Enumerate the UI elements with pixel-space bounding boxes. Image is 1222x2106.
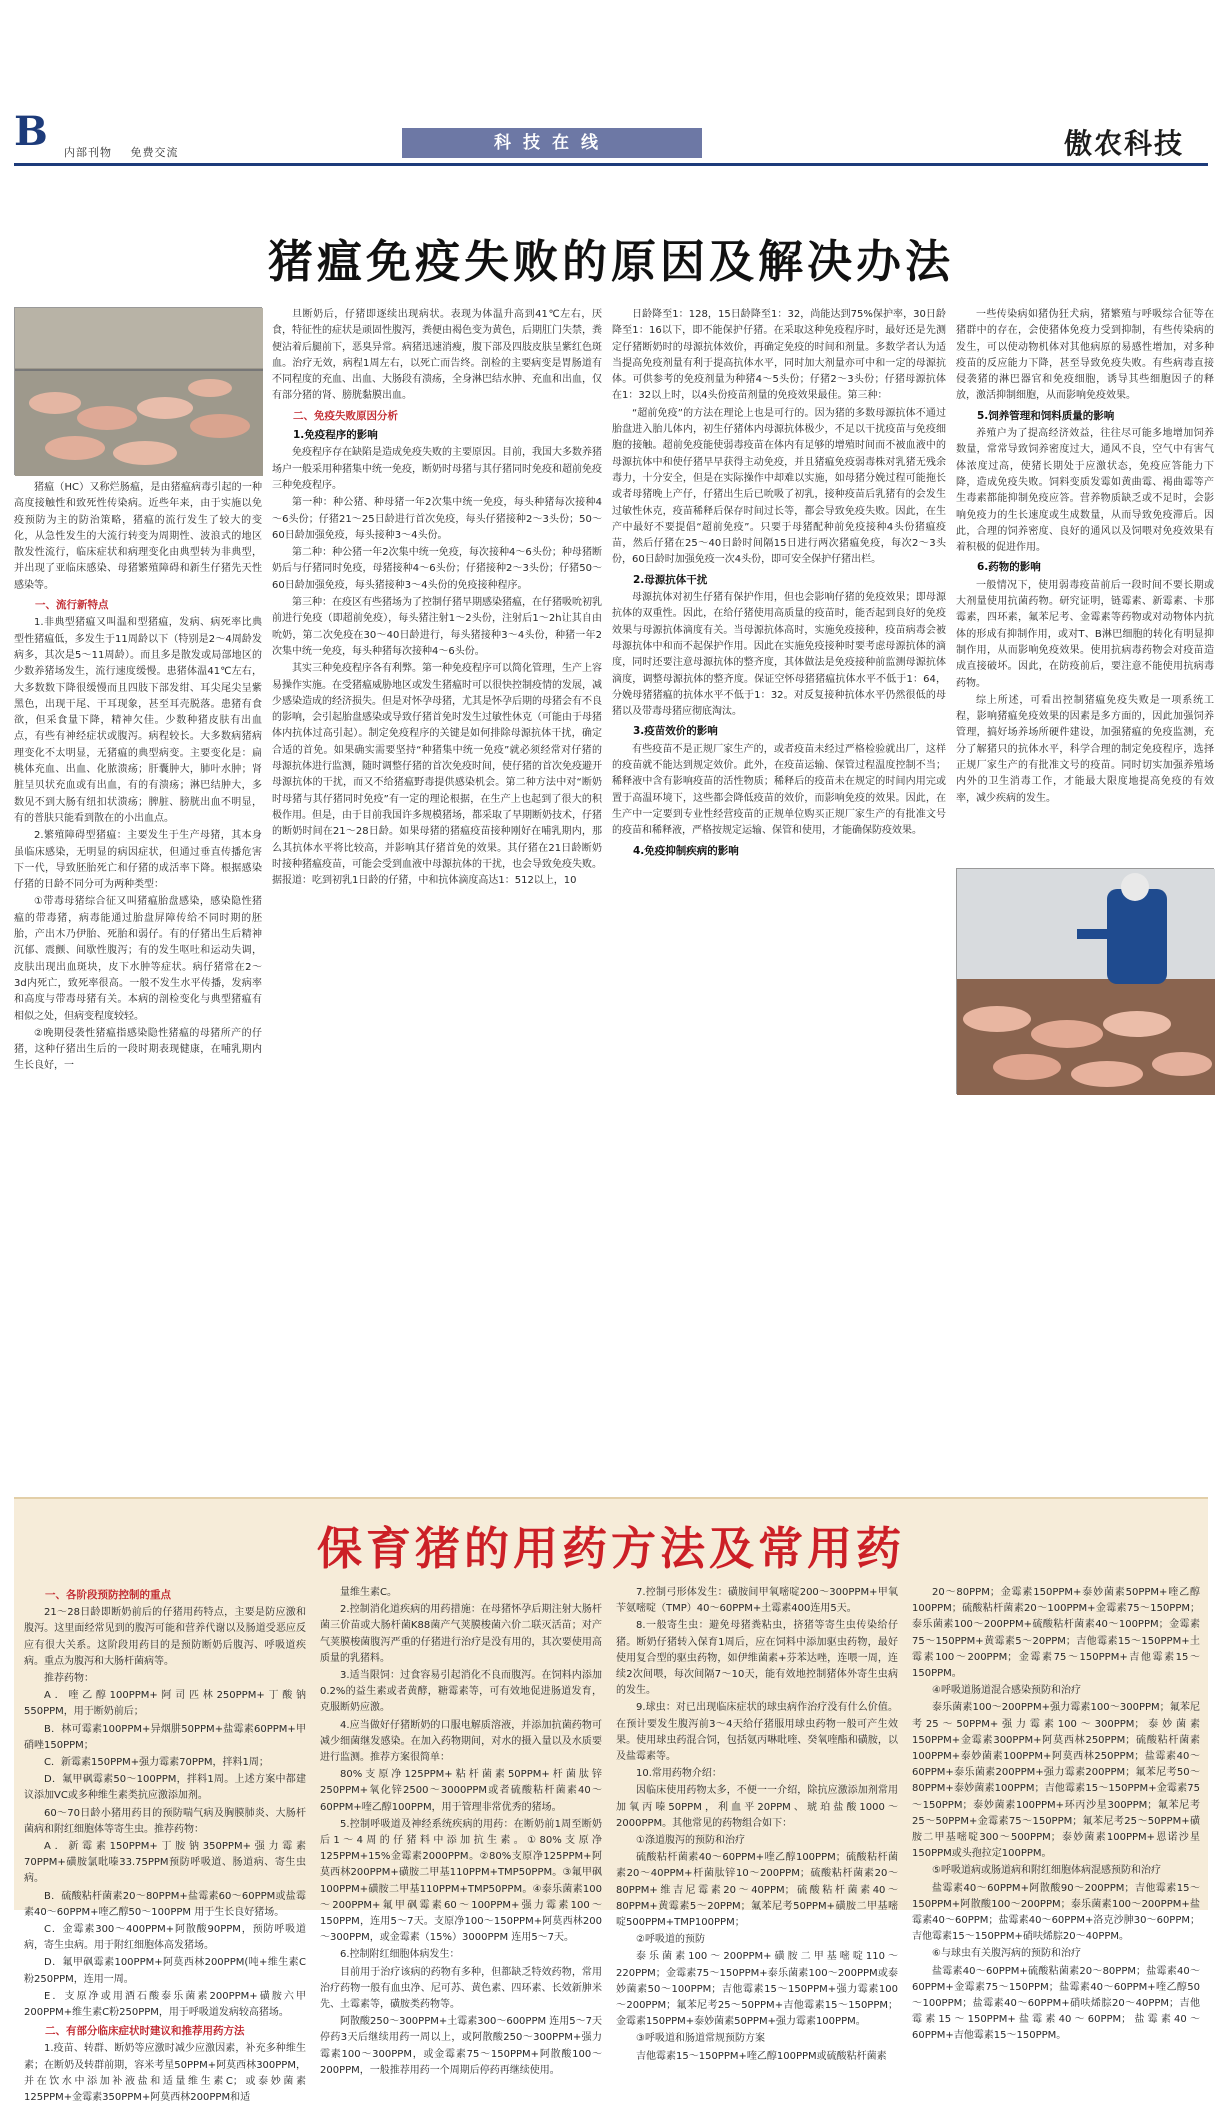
section-heading: 一、各阶段预防控制的重点 <box>45 1589 171 1601</box>
paragraph: 第一种：种公猪、种母猪一年2次集中统一免疫，每头种猪每次接种4～6头份；仔猪21～25日龄进行首次免疫，每头仔猪接种2～3头份；50～60日龄加强免疫，每头接种3～4头份。 <box>272 497 602 541</box>
article2-title: 保育猪的用药方法及常用药 <box>316 1522 905 1575</box>
paragraph: 第二种：种公猪一年2次集中统一免疫，每次接种4～6头份；种母猪断奶后与仔猪同时免疫，母猪接种4～6头份；仔猪接种2～3头份；仔猪50～60日龄加强免疫，每头猪接种3～4头份的免疫接种程序。 <box>272 547 602 591</box>
paragraph: 80%支原净125PPM+粘杆菌素50PPM+杆菌肽锌250PPM+氧化锌2500～3000PPM或者硫酸粘杆菌素40～60PPM+喹乙醇100PPM，用于管理非常优秀的猪场。 <box>320 1769 602 1813</box>
subsection-heading: 3.疫苗效价的影响 <box>633 725 718 738</box>
paragraph: 一般情况下，使用弱毒疫苗前后一段时间不要长期或大剂量使用抗菌药物。研究证明，链霉素、新霉素、卡那霉素，四环素，氟苯尼考、金霉素等药物或对动物体内抗体的形成有抑制作用，或对T、B淋巴细胞的转化有明显抑制作用，从而影响免疫效果。使用抗病毒药物会对疫苗造成直接破坏。因此，在防疫前后，要注意不能使用抗病毒药物。 <box>956 579 1214 689</box>
paragraph: 盐霉素40～60PPM+硫酸粘菌素20～80PPM；盐霉素40～60PPM+金霉素75～150PPM；盐霉素40～60PPM+喹乙醇50～100PPM；盐霉素40～60PPM+硝呋烯腙20～40PPM；吉他霉素15～150PPM+盐霉素40～60PPM；盐霉素40～60PPM+吉他霉素15～150PPM。 <box>912 1965 1200 2042</box>
paragraph: ①涤道腹泻的预防和治疗 <box>636 1835 745 1847</box>
paragraph: 泰乐菌素100～200PPM+强力霉素100～300PPM；氟苯尼考25～50PPM+强力霉素100～300PPM；泰妙菌素150PPM+金霉素300PPM+阿莫西林250PPM；硫酸粘杆菌素100PPM+泰妙菌素100PPM+阿莫西林250PPM；盐霉素40～60PPM+泰乐菌素200PPM+强力霉素200PPM；氟苯尼考50～80PPM+泰妙菌素100PPM；吉他霉素15～150PPM+金霉素75～150PPM；泰妙菌素100PPM+环丙沙星300PPM；氟苯尼考25～50PPM+金霉素75～150PPM；氟苯尼考25～50PPM+磺胺二甲基嘧啶300～500PPM；泰妙菌素100PPM+恩诺沙星150PPM或头孢拉定100PPM。 <box>912 1702 1200 1860</box>
paragraph: “超前免疫”的方法在理论上也是可行的。因为猪的多数母源抗体不通过胎盘进入胎儿体内，初生仔猪体内母源抗体极少，不足以干扰疫苗与免疫细胞的接触。超前免疫能使弱毒疫苗在体内有足够的增殖时间而不被血液中的母源抗体中和使仔猪早早获得主动免疫，并且猪瘟免疫弱毒株对乳猪无残余毒力，十分安全，但是在实际操作中却难以实施，如母猪分娩过程可能拖长或者母猪晚上产仔，仔猪出生后已吮吸了初乳，接种疫苗后乳猪有的会发生过敏性休克，疫苗稀释后保存时间过长等，都会导致免疫失败。因此，在生产中最好不要提倡“超前免疫”。只要于母猪配种前免疫接种4头份猪瘟疫苗，然后仔猪在25～40日龄时间隔15日进行两次猪瘟免疫，每次2～3头份，60日龄时加强免疫一次4头份，即可安全保护仔猪出栏。 <box>612 407 946 566</box>
vaccination-photo <box>956 868 1214 1094</box>
paragraph: ③呼吸道和肠道常规预防方案 <box>636 2033 765 2045</box>
paragraph: 泰乐菌素100～200PPM+磺胺二甲基嘧啶110～220PPM；金霉素75～150PPM+泰乐菌素100～200PPM或泰妙菌素50～100PPM；吉他霉素15～150PPM+强力霉素100～200PPM；氟苯尼考25～50PPM+吉他霉素15～150PPM；金霉素150PPM+泰妙菌素50PPM+强力霉素100PPM。 <box>616 1951 898 2028</box>
subsection-heading: 4.免疫抑制疾病的影响 <box>633 844 739 857</box>
paragraph: 吉他霉素15～150PPM+喹乙醇100PPM或硫酸粘杆菌素 <box>636 2050 887 2062</box>
paragraph: 综上所述，可看出控制猪瘟免疫失败是一项系统工程，影响猪瘟免疫效果的因素是多方面的，因此加强饲养管理，搞好场养场所硬件建设，加强猪瘟的免疫监测，充分了解猪只的抗体水平，科学合理的制定免疫程序，选择正规厂家生产的有批准文号的疫苗。同时切实加强养殖场内外的卫生消毒工作，才能最大限度地提高免疫的有效率，减少疾病的发生。 <box>956 694 1214 804</box>
section-band: 科技在线 <box>402 128 702 158</box>
paragraph: C．新霉素150PPM+强力霉素70PPM，拌料1周； <box>44 1757 269 1769</box>
paragraph: 2.控制消化道疾病的用药措施：在母猪怀孕后期注射大肠杆菌三价苗或大肠杆菌K88菌产气荚膜梭菌六价二联灭活苗；对产气荚膜梭菌腹泻严重的仔猪进行治疗是没有用的，其次要使用高质量的乳猪料。 <box>320 1604 602 1664</box>
header-meta <box>64 144 193 160</box>
paragraph: 目前用于治疗该病的药物有多种，但都缺乏特效药物，常用治疗药物一般有血虫净、尼可苏、黄色素、四环素、长效新胂米先、土霉素等，磺胺类药物等。 <box>320 1966 602 2011</box>
paragraph: 7.控制弓形体发生：磺胺间甲氧嘧啶200～300PPM+甲氧苄氨嘧啶（TMP）40～60PPM+土霉素400连用5天。 <box>616 1587 898 1615</box>
paragraph: 旦断奶后，仔猪即逐续出现病状。表现为体温升高到41℃左右，厌食，特征性的症状是顽固性腹泻，粪便由褐色变为黄色，后期肛门失禁，粪便沾着后腿前下，恶臭异常。病猪迅速消瘦，腹下部及四肢皮肤呈紫红色斑血。治疗无效，病程1周左右，以死亡而告终。剖检的主要病变是胃肠道有不同程度的充血、出血、大肠段有溃疡，全身淋巴结水肿、充血和出血，仅有部分猪的肾、膀胱黏膜出血。 <box>272 309 602 402</box>
section-heading: 一、流行新特点 <box>35 599 109 612</box>
paragraph: 量维生素C。 <box>340 1587 397 1598</box>
paragraph: B．硫酸粘杆菌素20～80PPM+盐霉素60～60PPM或盐霉素40～60PPM+喹乙醇50～100PPM 用于生长良好猪场。 <box>24 1890 306 1918</box>
paragraph: 6.控制附红细胞体病发生： <box>340 1949 460 1961</box>
paragraph: 21～28日龄即断奶前后的仔猪用药特点，主要是防应激和腹泻。这里面经常见到的腹泻可能和营养代谢以及肠道受恶应反应有很大关系。这阶段用药目的是预防断奶后腹泻、呼吸道疾病。重点为腹泻和大肠杆菌病等。 <box>24 1607 306 1667</box>
paragraph: 5.控制呼吸道及神经系统疾病的用药：在断奶前1周至断奶后1～4周的仔猪料中添加抗生素。①80%支原净125PPM+15%金霉素2000PPM。②80%支原净125PPM+阿莫西林200PPM+磺胺二甲基110PPM+TMP50PPM。③氟甲砜100PPM+磺胺二甲基110PPM+TMP50PPM。④泰乐菌素100～200PPM+氟甲砜霉素60～100PPM+强力霉素100～150PPM，连用5～7天。支原净100～150PPM+阿莫西林200～300PPM，或金霉素（15%）3000PPM 连用5～7天。 <box>320 1818 602 1944</box>
header-rule <box>14 163 1208 166</box>
paragraph: 9.球虫：对已出现临床症状的球虫病作治疗没有什么价值。在预计要发生腹泻前3～4天给仔猪服用球虫药物一般可产生效果。使用球虫药混合饲，包括氨丙啉吡喹、癸氧喹酯和磺胺，以及盐霉素等。 <box>616 1702 898 1763</box>
paragraph: A．新霉素150PPM+丁胺钠350PPM+强力霉素70PPM+磺胺氯吡嗪33.75PPM预防呼吸道、肠道病、寄生虫病。 <box>24 1841 306 1885</box>
paragraph: D．氟甲砜霉素50～100PPM，拌料1周。上述方案中都建议添加VC或多种维生素类抗应激添加剂。 <box>24 1774 306 1802</box>
paragraph: 日龄降至1：128，15日龄降至1：32，尚能达到75%保护率，30日龄降至1：16以下，即不能保护仔猪。在采取这种免疫程序时，最好还是先测定仔猪断奶时的母源抗体效价，再确定免疫的时间和剂量。多数学者认为适当提高免疫剂量有利于提高抗体水平，同时加大剂量亦可中和一定的母源抗体。可供参考的免疫剂量为种猪4～5头份；仔猪2～3头份；仔猪母源抗体在1：32以上时，以4头份疫苗剂量的免疫效果最佳。第三种： <box>612 309 946 402</box>
article1-column-3 <box>612 307 946 1477</box>
paragraph: 猪瘟（HC）又称烂肠瘟，是由猪瘟病毒引起的一种高度接触性和致死性传染病。近些年来，由于实施以免疫预防为主的防治策略，猪瘟的流行发生了较大的变化，从急性发生的大流行转变为周期性、波浪式的地区散发性流行，临床症状和病理变化由典型转为非典型，并出现了亚临床感染、母猪繁殖障碍和新生仔猪先天性感染等。 <box>14 482 262 591</box>
paragraph: 盐霉素40～60PPM+阿散酸90～200PPM；吉他霉素15～150PPM+阿散酸100～200PPM；泰乐菌素100～200PPM+盐霉素40～60PPM；盐霉素40～60PPM+洛克沙胂30～60PPM；吉他霉素15～150PPM+硝呋烯腙20～40PPM。 <box>912 1882 1200 1943</box>
subsection-heading: 6.药物的影响 <box>977 561 1041 574</box>
article2-column-4 <box>912 1585 1200 2042</box>
section-heading: 二、有部分临床症状时建议和推荐用药方法 <box>45 2025 245 2038</box>
article2-column-1 <box>24 1585 306 2104</box>
article2-column-2 <box>320 1585 603 2076</box>
paragraph: 因临床使用药物太多，不便一一介绍，除抗应激添加剂常用加氧丙嗪50PPM，利血平20PPM、琥珀盐酸1000～2000PPM。其他常见的药物组合如下： <box>616 1785 898 1829</box>
article1-column-2 <box>272 307 602 1477</box>
pigs-photo-illustration <box>15 308 263 476</box>
paragraph: 母源抗体对初生仔猪有保护作用，但也会影响仔猪的免疫效果；即母源抗体的双重性。因此，在给仔猪使用高质量的疫苗时，能否起到良好的免疫效果与母源抗体滴度有关。当母源抗体高时，实施免疫接种，疫苗病毒会被母源抗体中和而不起保护作用。因此在实施免疫接种时要考虑母源抗体的滴度，同时还要注意母源抗体的整齐度，其体做法是免疫接种前监测母源抗体滴度，调整母源抗体的整齐度。保证空怀母猪猪瘟抗体水平不低于1：64，分娩母猪猪瘟的抗体水平不低于1：32。对反复接种抗体水平仍然很低的母猪以及带毒母猪应彻底淘汰。 <box>612 592 946 718</box>
paragraph: 阿散酸250～300PPM+土霉素300～600PPM 连用5～7天停药3天后继续用药一周以上，或阿散酸250～300PPM+强力霉素100～300PPM，或金霉素75～150PPM+阿散酸100～200PPM，一般推荐用药一个周期后停药再继续使用。 <box>320 2016 603 2076</box>
paragraph: 其实三种免疫程序各有利弊。第一种免疫程序可以简化管理，生产上容易操作实施。在受猪瘟威胁地区或发生猪瘟时可以很快控制疫情的发展，减少感染造成的经济损失。但是对怀孕母猪，尤其是怀孕后期的母猪会有不良的影响，会引起胎盘感染或导致仔猪首免时发生过敏性休克（可能由于母猪体内抗体过高引起）。制定免疫程序的关键是如何排除母源抗体干扰，确定合适的首免。如果确实需要坚持“种猪集中统一免疫”就必须经常对仔猪的母源抗体进行监测，随时调整仔猪的首次免疫时间，使仔猪的首次免疫避开母源抗体的干扰，而又不给猪瘟野毒提供感染机会。第二种方法中对“断奶时母猪与其仔猪同时免疫”有一定的理论根据，在生产上也起到了很大的积极作用。但是，由于目前我国许多规模猪场，都采取了早期断奶技术，仔猪的断奶时间在21～28日龄。如果母猪的猪瘟疫苗接种刚好在哺乳期内，那么其抗体水平将比较高，并影响其仔猪首免的效果。其仔猪在21日龄断奶时接种猪瘟疫苗，可能会受到血液中母源抗体的干扰，也会导致免疫失败。据报道：吃到初乳1日龄的仔猪，中和抗体滴度高达1：512以上，10 <box>272 663 602 887</box>
paragraph: 4.应当做好仔猪断奶的口服电解质溶液，并添加抗菌药物可减少细菌继发感染。在加入药物期间，对水的摄入量以及水质要进行监测。推荐方案很简单： <box>320 1719 602 1764</box>
paragraph: B．林可霉素100PPM+异烟肼50PPM+盐霉素60PPM+甲硝唑150PPM； <box>24 1723 306 1751</box>
section-heading: 二、免疫失败原因分析 <box>293 409 398 422</box>
paragraph: ②呼吸道的预防 <box>636 1934 705 1946</box>
article1-column-4 <box>956 307 1214 862</box>
paragraph: 1.疫苗、转群、断奶等应激时减少应激因素，补充多种维生素；在断奶及转群前期，容米考星50PPM+阿莫西林300PPM，并在饮水中添加补液盐和适量维生素C；或泰妙菌素125PPM+金霉素350PPM+阿莫西林200PPM和适 <box>24 2043 306 2104</box>
paragraph: 2.繁殖障碍型猪瘟：主要发生于生产母猪，其本身虽临床感染，无明显的病因症状，但通过垂直传播危害下一代，导致胚胎死亡和仔猪的成活率下降。根据感染仔猪的日龄不同分可为两种类型： <box>14 830 262 891</box>
paragraph: 有些疫苗不是正规厂家生产的，或者疫苗未经过严格检验就出厂，这样的疫苗就不能达到规定效价。此外，在疫苗运输、保管过程温度控制不当；稀释液中含有影响疫苗的活性物质；稀释后的疫苗未在规定的时间内用完或置于高温环境下，这些都会降低疫苗的效价，而影响免疫的效果。因此，在生产中一定要到专业性经营疫苗的正规单位购买正规厂家生产的有批准文号的疫苗和稀释液，严格按规定运输、保管和使用，才能确保防疫效果。 <box>612 743 946 837</box>
paragraph: D．氟甲砜霉素100PPM+阿莫西林200PPM(吨+维生素C粉250PPM，连用一周。 <box>24 1957 306 1985</box>
paragraph: 免疫程序存在缺陷是造成免疫失败的主要原因。目前，我国大多数养猪场户一般采用种猪集中统一免疫，断奶时母猪与其仔猪同时免疫和超前免疫三种免疫程序。 <box>272 447 602 491</box>
paragraph: 推荐药物： <box>44 1673 94 1685</box>
paragraph: 1.非典型猪瘟又叫温和型猪瘟，发病、病死率比典型性猪瘟低，多发生于11周龄以下（特别是2～4周龄发病多，其次是5～11周龄）。而且多是散发或局部地区的少数养猪场发生，流行速度缓慢。患猪体温41℃左右，大多数数下降很缓慢而且四肢下部发绀、耳尖尾尖呈紫黑色，出现干尾、干耳现象，甚至耳壳脱落。患猪有食欲，但采食量下降，精神欠佳。少数种猪皮肤有出血点，有些有神经症状或腹泻。病程较长。大多数病猪病理变化不太明显，无猪瘟的典型病变。主要变化是：扁桃体充血、出血、化脓溃疡；肝囊肿大，肺叶水肿；肾脏呈贝状充血或有出血，有的有溃疡；淋巴结肿大，多数见不到大肠有纽扣状溃疡；脾脏、膀胱出血不明显，有的普肤只能看到散在的小出血点。 <box>14 617 262 824</box>
paragraph: 20～80PPM；金霉素150PPM+泰妙菌素50PPM+喹乙醇100PPM；硫酸粘杆菌素20～100PPM+金霉素75～150PPM；泰乐菌素100～200PPM+硫酸粘杆菌素40～100PPM；金霉素75～150PPM+黄霉素5～20PPM；吉他霉素15～150PPM+土霉素100～200PPM；金霉素75～150PPM+吉他霉素15～150PPM。 <box>912 1587 1200 1680</box>
paragraph: A．喹乙醇100PPM+阿司匹林250PPM+丁酸钠550PPM，用于断奶前后； <box>24 1690 306 1718</box>
pigs-in-pen-photo <box>14 307 262 475</box>
subsection-heading: 2.母源抗体干扰 <box>633 573 708 586</box>
brand-logo: 傲农科技 <box>1064 127 1185 160</box>
paragraph: 第三种：在疫区有些猪场为了控制仔猪早期感染猪瘟，在仔猪吸吮初乳前进行免疫（即超前免疫），每头猪注射1～2头份，注射后1～2h让其自由吮奶，第二次免疫在30～40日龄进行，每头猪接种3～4头份，种猪一年2次集中统一免疫，每头种猪每次接种4～6头份。 <box>272 597 602 657</box>
paragraph: C．金霉素300～400PPM+阿散酸90PPM，预防呼吸道病，寄生虫病。用于附红细胞体高发猪场。 <box>24 1924 306 1952</box>
paragraph: 一些传染病如猪伪狂犬病，猪繁殖与呼吸综合征等在猪群中的存在，会使猪体免疫力受到抑制，有些传染病的发生，可以使动物机体对其他病原的易感性增加，对多种疫苗的反应能力下降，甚至导致免疫失败。有些病毒直接侵袭猪的淋巴器官和免疫细胞，诱导其些细胞因子的释放，激活抑制细胞，从而影响免疫效果。 <box>956 309 1214 402</box>
paragraph: 3.适当限饲：过食容易引起消化不良而腹泻。在饲料内添加0.2%的益生素或者黄酵，糖霉素等，可有效地促进肠道发育，克服断奶应激。 <box>320 1670 602 1714</box>
meta-free: 免费交流 <box>130 146 179 159</box>
article1-column-1 <box>14 480 262 1475</box>
vaccination-photo-illustration <box>957 869 1215 1095</box>
meta-internal: 内部刊物 <box>64 146 112 159</box>
section-letter: B <box>14 108 48 155</box>
paragraph: 硫酸粘杆菌素40～60PPM+喹乙醇100PPM；硫酸粘杆菌素20～40PPM+杆菌肽锌10～200PPM；硫酸粘杆菌素20～80PPM+维吉尼霉素20～40PPM；硫酸粘杆菌素40～80PPM+黄霉素5～20PPM；氟苯尼考50PPM+磺胺二甲基嘧啶500PPM+TMP100PPM； <box>616 1852 898 1929</box>
paragraph: ⑤呼吸道病或肠道病和附红细胞体病混感预防和治疗 <box>932 1865 1161 1877</box>
paragraph: ①带毒母猪综合征又叫猪瘟胎盘感染，感染隐性猪瘟的带毒猪，病毒能通过胎盘屏障传给不同时期的胚胎，产出木乃伊胎、死胎和弱仔。有的仔猪出生后精神沉郁、震颤、间歇性腹泻；有的发生呕吐和运动失调，皮肤出现出血斑块，皮下水肿等症状。病仔猪常在2～3d内死亡，致死率很高。一般不发生水平传播，发病率和高度与带毒母猪有关。本病的剖检变化与典型猪瘟有相似之处，但病变程度较轻。 <box>14 896 262 1022</box>
paragraph: E．支原净或用酒石酸泰乐菌素200PPM+磺胺六甲200PPM+维生素C粉250PPM，用于呼吸道发病较高猪场。 <box>24 1990 306 2019</box>
paragraph: ④呼吸道肠道混合感染预防和治疗 <box>932 1685 1081 1697</box>
paragraph: 60～70日龄小猪用药目的预防喘气病及胸膜肺炎、大肠杆菌病和附红细胞体等寄生虫。推荐药物： <box>24 1807 306 1835</box>
paragraph: 10.常用药物介绍： <box>636 1768 722 1780</box>
paragraph: ②晚期侵袭性猪瘟指感染隐性猪瘟的母猪所产的仔猪，这种仔猪出生后的一段时期表现健康，在哺乳期内生长良好，一 <box>14 1027 262 1072</box>
paragraph: 养殖户为了提高经济效益，往往尽可能多地增加饲养数量，常常导致饲养密度过大，通风不良，空气中有害气体浓度过高，使猪长期处于应激状态，免疫应答能力下降，造成免疫失败。饲料变质发霉如黄曲霉、褐曲霉等产生毒素都能抑制免疫应答。营养物质缺乏或不足时，会影响免疫力的生长速度或生成数量，从而导致免疫滞后。因此，合理的饲养密度、良好的通风以及饲喂对免疫效果有着积极的促进作用。 <box>956 428 1214 554</box>
subsection-heading: 1.免疫程序的影响 <box>293 429 378 442</box>
article1-title: 猪瘟免疫失败的原因及解决办法 <box>267 235 954 288</box>
paragraph: 8.一般寄生虫：避免母猪粪粘虫，挤猪等寄生虫传染给仔猪。断奶仔猪转入保育1周后，应在饲料中添加驱虫药物，最好使用复合型的驱虫药物，如伊维菌素+芬苯达唑，连喂一周，连续2次间喂，每次间隔7～10天，能有效地控制猪体外寄生虫病的发生。 <box>616 1620 898 1697</box>
paragraph: ⑥与球虫有关腹泻病的预防和治疗 <box>932 1948 1081 1960</box>
article2-column-3 <box>616 1585 898 2062</box>
subsection-heading: 5.饲养管理和饲料质量的影响 <box>977 409 1115 422</box>
